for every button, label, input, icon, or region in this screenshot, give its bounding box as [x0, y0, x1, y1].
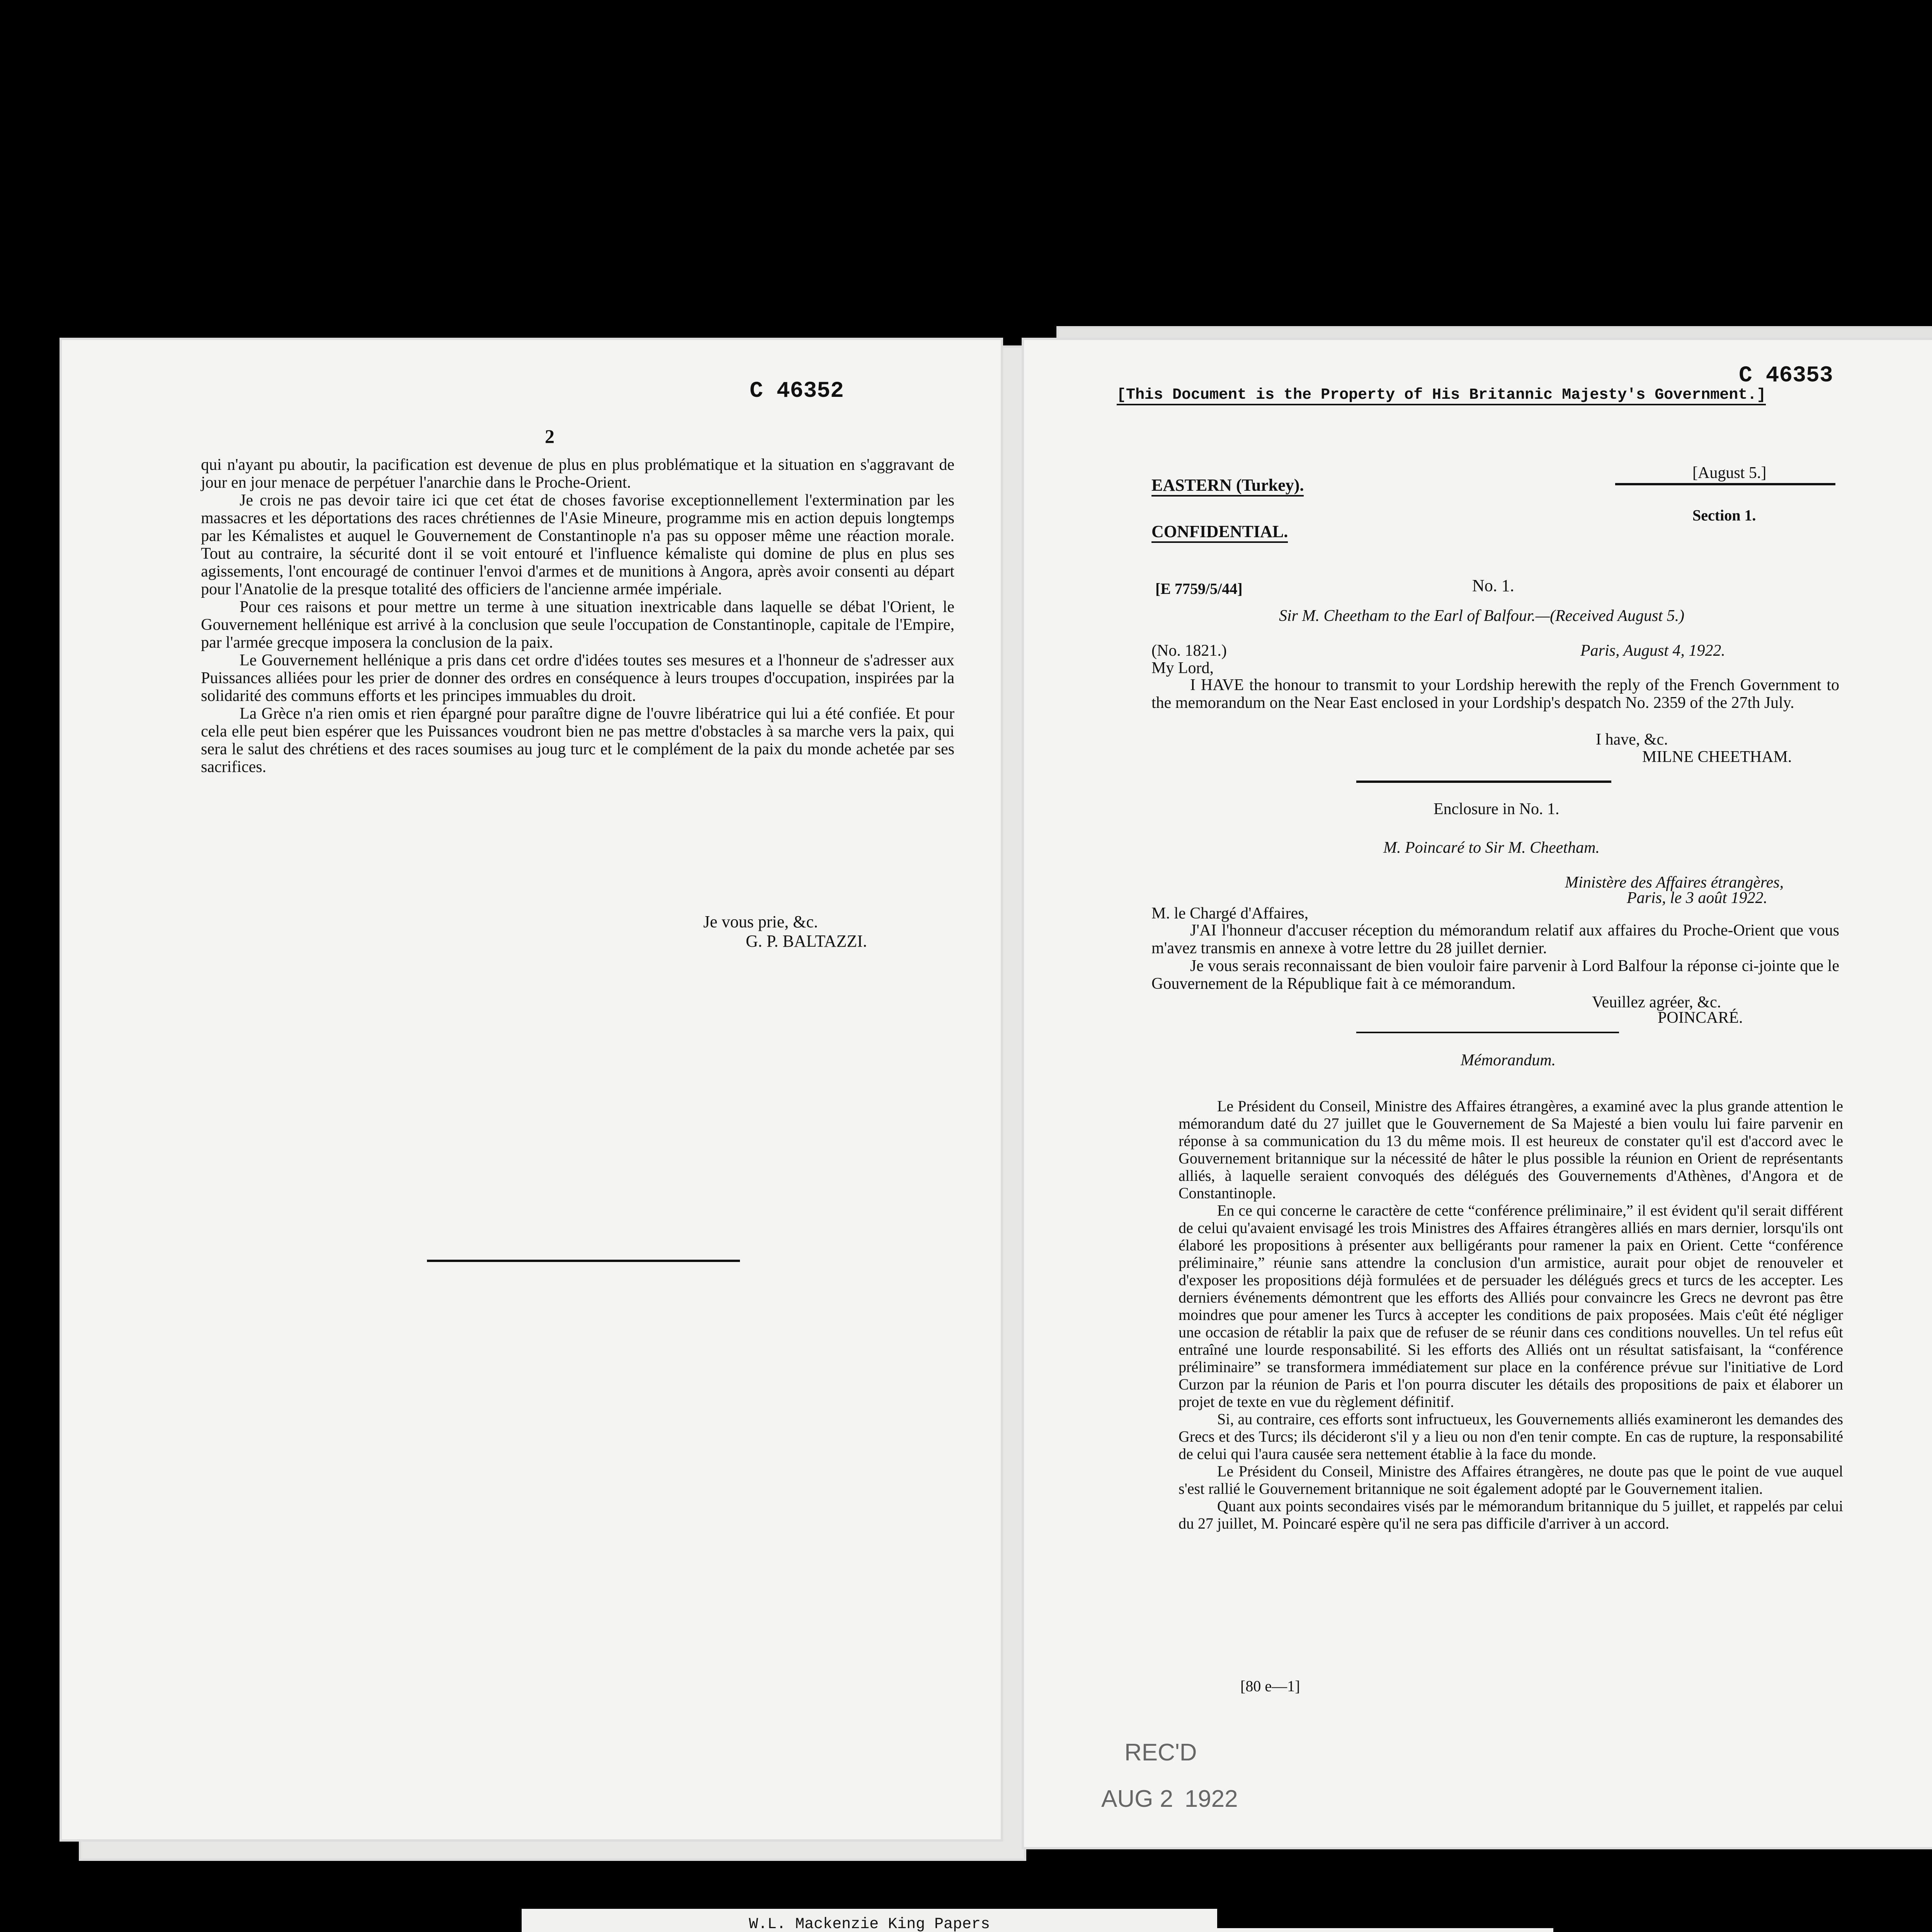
heading-eastern: EASTERN (Turkey). [1151, 475, 1304, 497]
enclosure-body [1151, 922, 1839, 993]
left-page-number: 2 [545, 425, 554, 447]
left-closing: Je vous prie, &c. [703, 912, 818, 931]
left-paragraph: Je crois ne pas devoir taire ici que cet état de choses favorise exceptionnellement l'extermination par les massacres et les déportations des races chrétiennes de l'Asie Mineure, programme mis en action depuis longtemps par les Kémalistes et auquel le Gouvernement de Constantinople n'a pas su opposer même une réaction morale. Tout au contraire, la sécurité dont il se voit entouré et l'influence kémaliste qui domine de plus en plus ses agissements, l'ont encouragé de continuer l'envoi d'armes et de munitions à Angora, après avoir consenti au départ pour l'Anatolie de la presque totalité des officiers de l'ancienne armée impériale. [201, 492, 954, 598]
left-doc-number: C 46352 [750, 379, 844, 404]
left-signature: G. P. BALTAZZI. [746, 932, 867, 951]
memorandum-paragraph: Quant aux points secondaires visés par le mémorandum britannique du 5 juillet, et rappelés par celui du 27 juillet, M. Poincaré espère qu'il ne sera pas difficile d'arriver à un accord. [1179, 1497, 1843, 1532]
enclosure-closing: Veuillez agréer, &c. [1592, 993, 1721, 1011]
right-document-page [1024, 340, 1932, 1847]
left-paragraph: La Grèce n'a rien omis et rien épargné pour paraître digne de l'ouvre libératrice qui lui a été confiée. Et pour cela elle peut bien espérer que les Puissances voudront bien ne pas mettre d'obstacles à sa marche vers la paix, qui sera le salut des chrétiens et des races soumises au joug turc et le complément de la paix du monde achetée par ses sacrifices. [201, 705, 954, 776]
enclosure-from: M. Poincaré to Sir M. Cheetham. [1383, 839, 1600, 857]
right-doc-number: C 46353 [1739, 363, 1833, 388]
dispatch-body [1151, 676, 1839, 712]
enclosure-place-date: Paris, le 3 août 1922. [1627, 889, 1767, 907]
memorandum-paragraph: En ce qui concerne le caractère de cette “conférence préliminaire,” il est évident qu'il serait différent de celui qu'avaient envisagé les trois Ministres des Affaires étrangères alliés en mars dernier, lorsqu'ils ont élaboré les propositions à présenter aux belligérants pour ramener la paix en Orient. Cette “conférence préliminaire,” réunie sans attendre la conclusion d'un armistice, aurait pour objet de renouveler et d'exposer les propositions déjà formulées et de persuader les délégués grecs et turcs de les accepter. Les derniers événements démontrent que les efforts des Alliés pour convaincre les Grecs ne devront pas être moindres que pour amener les Turcs à accepter les conditions de paix proposées. Mais c'eût été négliger une occasion de rétablir la paix que de refuser de se réunir dans ces conditions nouvelles. Un tel refus eût entraîné une lourde responsabilité. Si les efforts des Alliés ont un résultat satisfaisant, la “conférence préliminaire” se transformera immédiatement sur place en la conférence prévue sur l'initiative de Lord Curzon par la réunion de Paris et l'on pourra discuter les détails des propositions de paix et élaborer un projet de texte en vue du règlement définitif. [1179, 1202, 1843, 1410]
enclosure-paragraph: Je vous serais reconnaissant de bien vouloir faire parvenir à Lord Balfour la réponse ci-jointe que le Gouvernement de la République fait à ce mémorandum. [1151, 957, 1839, 993]
memorandum-body [1179, 1097, 1843, 1532]
received-date-stamp: AUG 2 1922 [1101, 1786, 1238, 1812]
heading-date: [August 5.] [1692, 464, 1767, 482]
left-body [201, 456, 954, 776]
received-stamp: REC'D [1124, 1739, 1197, 1766]
enclosure-signature: POINCARÉ. [1658, 1009, 1743, 1027]
reference-number: [E 7759/5/44] [1155, 580, 1243, 597]
dispatch-closing: I have, &c. [1596, 731, 1668, 748]
left-end-rule [427, 1260, 740, 1262]
memorandum-paragraph: Le Président du Conseil, Ministre des Affaires étrangères, ne doute pas que le point de vue auquel s'est rallié le Gouvernement britannique ne soit également adopté par le Gouvernement italien. [1179, 1463, 1843, 1497]
left-paragraph: qui n'ayant pu aboutir, la pacification est devenue de plus en plus problématique et la situation en s'aggravant de jour en jour menace de perpétuer l'anarchie dans le Proche-Orient. [201, 456, 954, 492]
property-notice: [This Document is the Property of His Britannic Majesty's Government.] [1117, 386, 1766, 405]
memorandum-paragraph: Le Président du Conseil, Ministre des Affaires étrangères, a examiné avec la plus grande attention le mémorandum daté du 27 juillet que le Gouvernement de Sa Majesté a bien voulu lui faire parvenir en réponse à sa communication du 13 du même mois. Il est heureux de constater qu'il est d'accord avec le Gouvernement britannique sur la nécessité de hâter le plus possible la réunion en Orient de représentants alliés, à laquelle seraient convoqués des délégués des Gouvernements d'Athènes, d'Angora et de Constantinople. [1179, 1097, 1843, 1202]
enclosure-rule [1356, 781, 1611, 783]
confidential-label: CONFIDENTIAL. [1151, 522, 1288, 543]
dispatch-salutation: My Lord, [1151, 659, 1214, 677]
enclosure-title: Enclosure in No. 1. [1434, 800, 1560, 818]
dispatch-no: (No. 1821.) [1151, 642, 1227, 660]
left-paragraph: Pour ces raisons et pour mettre un terme à une situation inextricable dans laquelle se débat l'Orient, le Gouvernement hellénique est arrivé à la conclusion que seule l'occupation de Constantinople, capitale de l'Empire, par l'armée grecque imposera la conclusion de la paix. [201, 598, 954, 651]
dispatch-signature: MILNE CHEETHAM. [1642, 748, 1792, 766]
enclosure-paragraph: J'AI l'honneur d'accuser réception du mémorandum relatif aux affaires du Proche-Orient que vous m'avez transmis en annexe à votre lettre du 28 juillet dernier. [1151, 922, 1839, 957]
print-code: [80 e—1] [1240, 1677, 1300, 1695]
memorandum-rule [1356, 1032, 1619, 1033]
left-document-page [62, 340, 1001, 1839]
left-paragraph: Le Gouvernement hellénique a pris dans cet ordre d'idées toutes ses mesures et a l'honneur de s'adresser aux Puissances alliées pour les prier de donner des ordres en conséquence à leurs troupes d'occupation, inspirées par la solidarité des communs efforts et les principes immuables du droit. [201, 651, 954, 705]
heading-rule [1615, 483, 1835, 485]
memorandum-title: Mémorandum. [1461, 1051, 1556, 1069]
memorandum-paragraph: Si, au contraire, ces efforts sont infructueux, les Gouvernements alliés examineront les demandes des Grecs et des Turcs; ils décideront s'il y a lieu ou non d'en tenir compte. En cas de rupture, la responsabilité de celui qui l'aura causée sera nettement établie à la face du monde. [1179, 1410, 1843, 1463]
enclosure-salutation: M. le Chargé d'Affaires, [1151, 905, 1309, 922]
dispatch-title: Sir M. Cheetham to the Earl of Balfour.—(Received August 5.) [1279, 607, 1685, 625]
collection-name: W.L. Mackenzie King Papers [748, 1916, 990, 1932]
dispatch-number: No. 1. [1472, 576, 1514, 595]
dispatch-paragraph: I HAVE the honour to transmit to your Lordship herewith the reply of the French Government to the memorandum on the Near East enclosed in your Lordship's despatch No. 2359 of the 27th July. [1151, 676, 1839, 712]
enclosure-ministry: Ministère des Affaires étrangères, [1565, 874, 1784, 891]
collection-label [522, 1909, 1217, 1932]
dispatch-place-date: Paris, August 4, 1922. [1580, 642, 1725, 660]
section-label: Section 1. [1692, 507, 1756, 524]
